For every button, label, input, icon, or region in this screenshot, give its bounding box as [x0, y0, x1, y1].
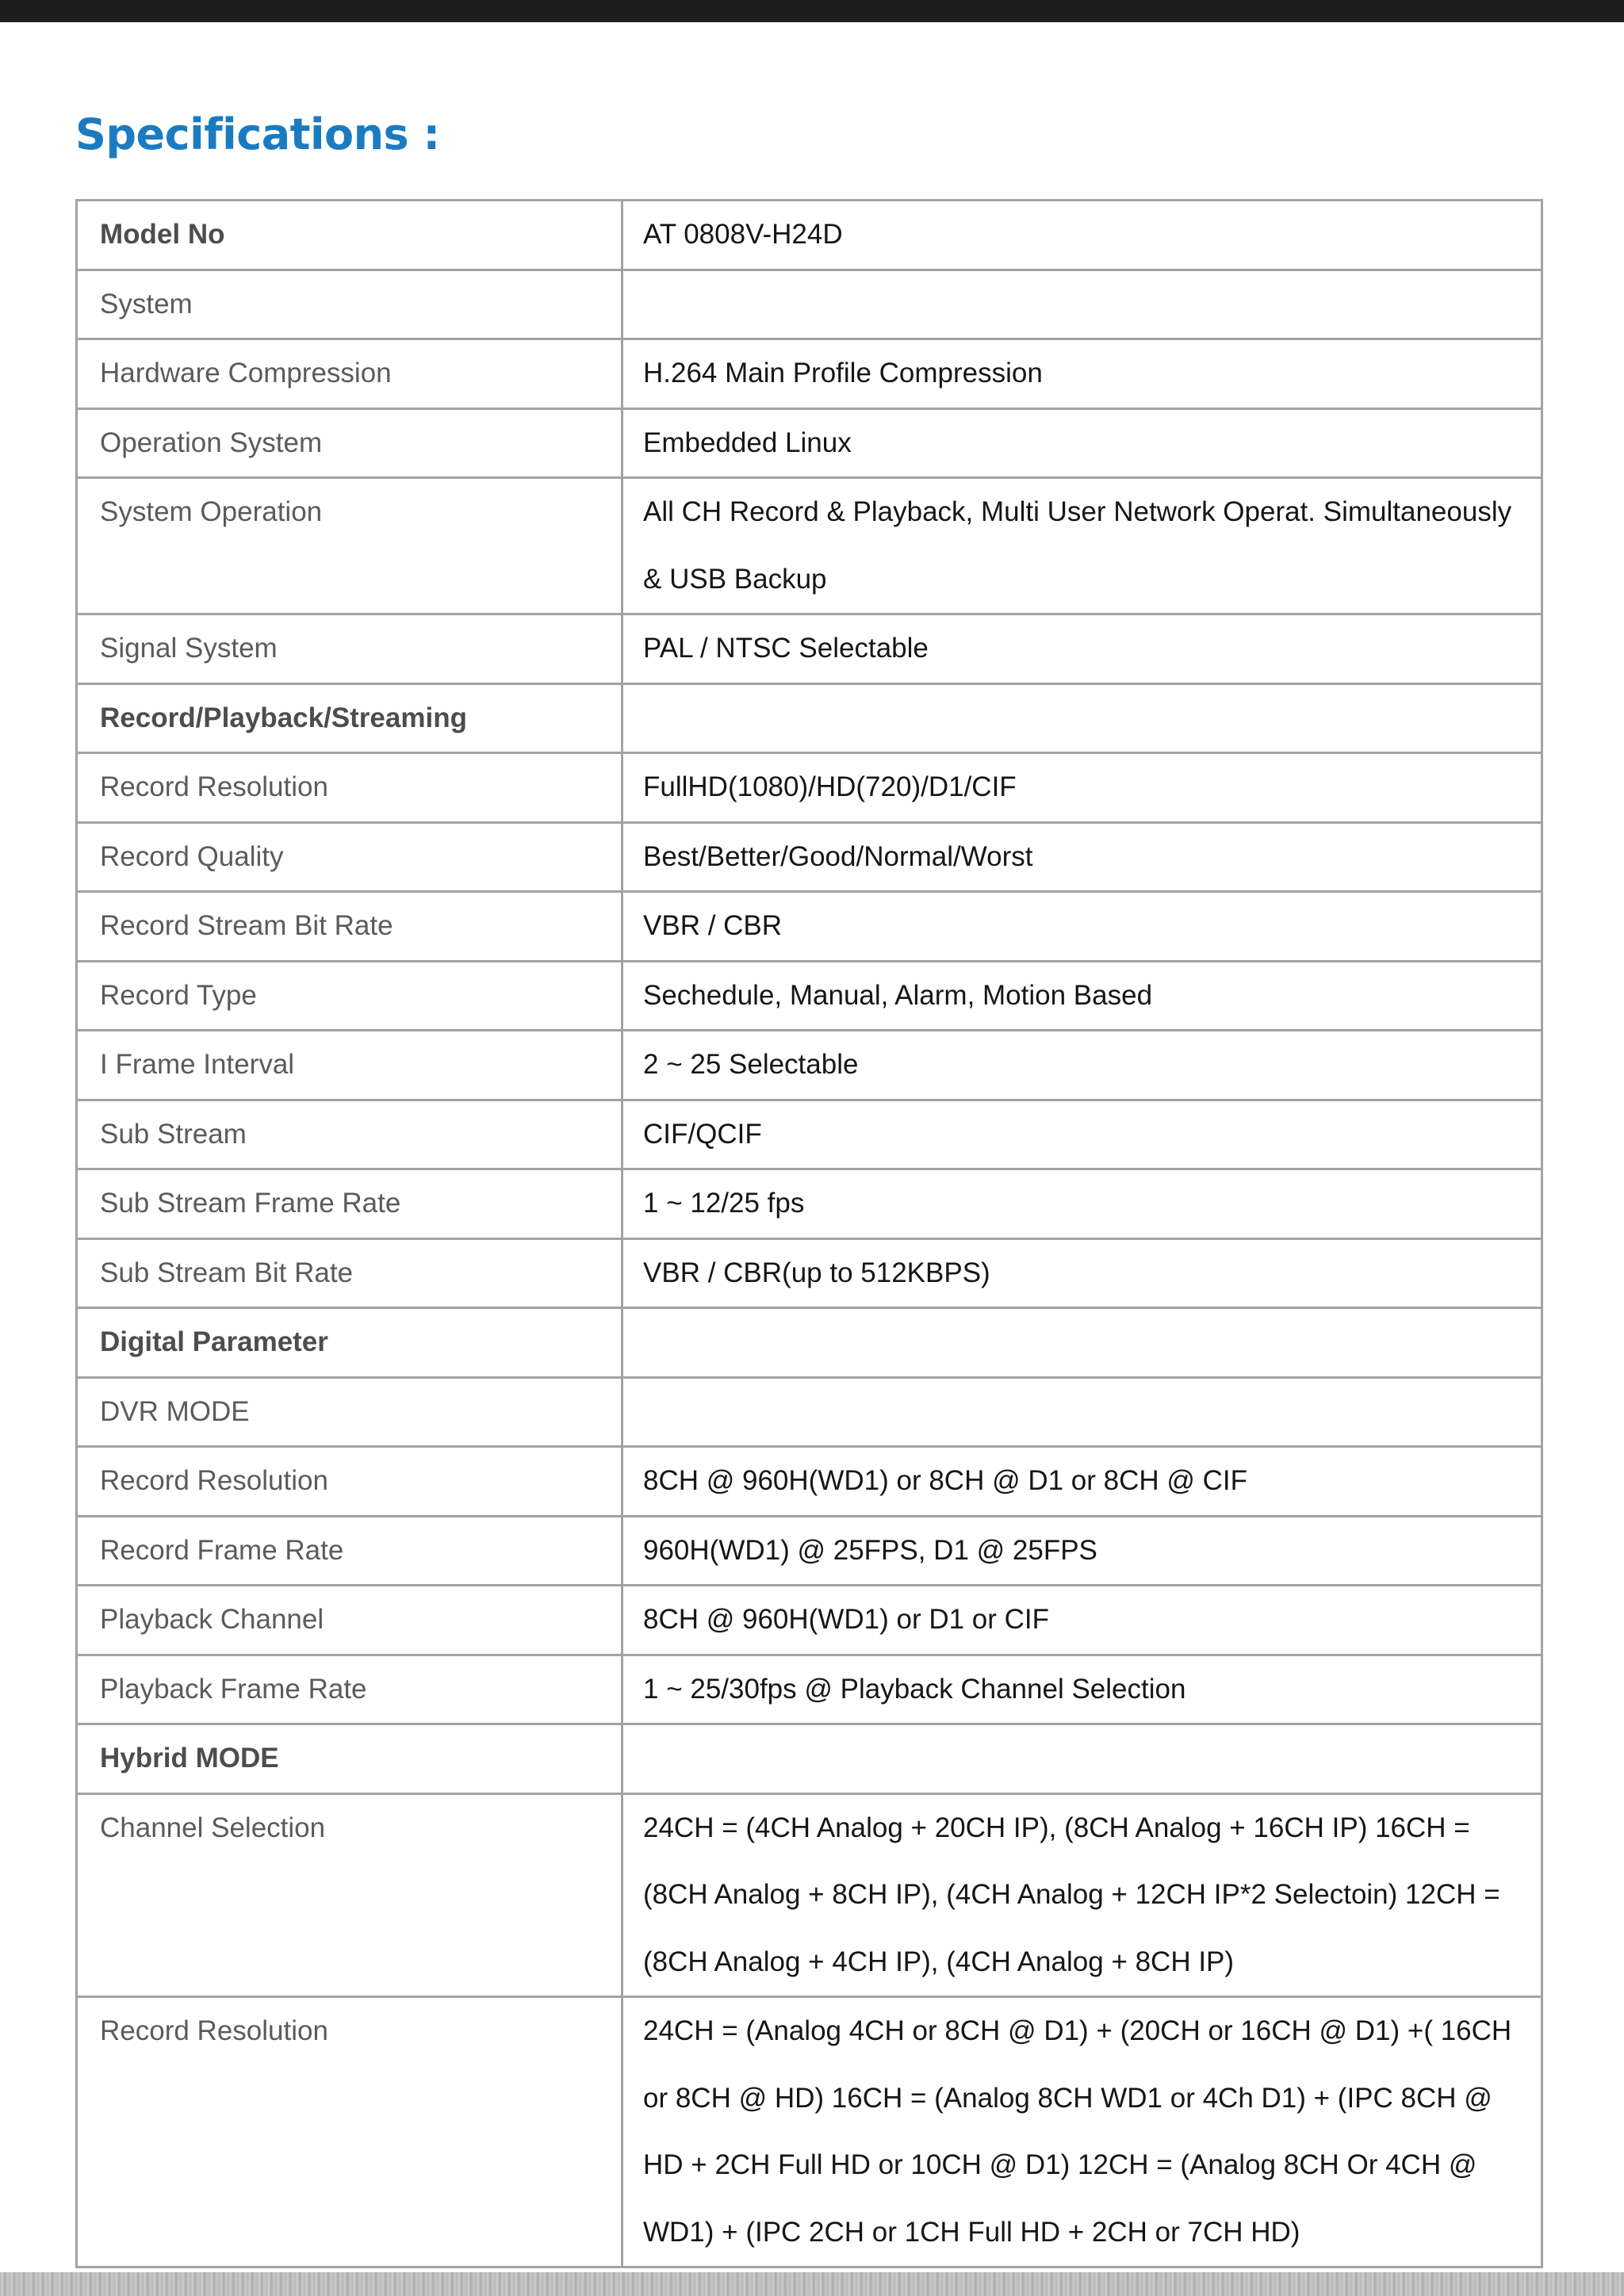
- spec-value: [622, 270, 1542, 339]
- section-row: [77, 1724, 1542, 1794]
- spec-label: Operation System: [77, 408, 622, 478]
- table-row: [77, 339, 1542, 409]
- spec-value: 1 ~ 25/30fps @ Playback Channel Selection: [622, 1655, 1542, 1724]
- section-row: [77, 1308, 1542, 1378]
- spec-label: Playback Channel: [77, 1586, 622, 1655]
- spec-value: 2 ~ 25 Selectable: [622, 1031, 1542, 1100]
- spec-value: PAL / NTSC Selectable: [622, 614, 1542, 684]
- table-row: [77, 1377, 1542, 1447]
- spec-value: 8CH @ 960H(WD1) or D1 or CIF: [622, 1586, 1542, 1655]
- table-row: [77, 614, 1542, 684]
- top-bar: [0, 0, 1624, 22]
- section-row: [77, 201, 1542, 270]
- spec-value: Best/Better/Good/Normal/Worst: [622, 822, 1542, 892]
- spec-label: Record Type: [77, 961, 622, 1031]
- table-row: [77, 1238, 1542, 1308]
- table-row: [77, 1031, 1542, 1100]
- spec-value: 8CH @ 960H(WD1) or 8CH @ D1 or 8CH @ CIF: [622, 1447, 1542, 1517]
- bottom-bar: [0, 2272, 1624, 2296]
- spec-label: Record Resolution: [77, 1997, 622, 2267]
- spec-value: CIF/QCIF: [622, 1100, 1542, 1169]
- table-row: [77, 1516, 1542, 1586]
- table-row: [77, 1586, 1542, 1655]
- table-row: [77, 270, 1542, 339]
- spec-label: Sub Stream: [77, 1100, 622, 1169]
- spec-value: FullHD(1080)/HD(720)/D1/CIF: [622, 753, 1542, 823]
- spec-value: [622, 1377, 1542, 1447]
- spec-value: VBR / CBR: [622, 892, 1542, 962]
- spec-value: [622, 683, 1542, 753]
- spec-label: Model No: [77, 201, 622, 270]
- spec-value: AT 0808V-H24D: [622, 201, 1542, 270]
- spec-label: Sub Stream Frame Rate: [77, 1169, 622, 1239]
- spec-label: Record Frame Rate: [77, 1516, 622, 1586]
- table-row: [77, 1447, 1542, 1517]
- spec-label: I Frame Interval: [77, 1031, 622, 1100]
- table-row: [77, 408, 1542, 478]
- specifications-table: [75, 199, 1543, 2268]
- spec-label: Signal System: [77, 614, 622, 684]
- table-row: [77, 478, 1542, 614]
- spec-label: System: [77, 270, 622, 339]
- spec-label: Record Quality: [77, 822, 622, 892]
- spec-label: Record Resolution: [77, 753, 622, 823]
- spec-label: DVR MODE: [77, 1377, 622, 1447]
- table-row: [77, 822, 1542, 892]
- table-row: [77, 1997, 1542, 2267]
- spec-value: Sechedule, Manual, Alarm, Motion Based: [622, 961, 1542, 1031]
- table-row: [77, 961, 1542, 1031]
- spec-label: System Operation: [77, 478, 622, 614]
- spec-value: 1 ~ 12/25 fps: [622, 1169, 1542, 1239]
- spec-label: Sub Stream Bit Rate: [77, 1238, 622, 1308]
- spec-label: Channel Selection: [77, 1793, 622, 1997]
- specifications-table-body: [77, 201, 1542, 2267]
- spec-value: 24CH = (Analog 4CH or 8CH @ D1) + (20CH or 16CH @ D1) +( 16CH or 8CH @ HD) 16CH = (Analog 8CH WD1 or 4Ch D1) + (IPC 8CH @ HD + 2CH Full HD or 10CH @ D1) 12CH = (Analog 8CH Or 4CH @ WD1) + (IPC 2CH or 1CH Full HD + 2CH or 7CH HD): [622, 1997, 1542, 2267]
- spec-value: [622, 1724, 1542, 1794]
- spec-label: Record/Playback/Streaming: [77, 683, 622, 753]
- spec-value: H.264 Main Profile Compression: [622, 339, 1542, 409]
- spec-label: Record Resolution: [77, 1447, 622, 1517]
- spec-value: Embedded Linux: [622, 408, 1542, 478]
- page-title: Specifications :: [75, 109, 440, 159]
- table-row: [77, 1169, 1542, 1239]
- spec-value: [622, 1308, 1542, 1378]
- table-row: [77, 892, 1542, 962]
- spec-value: All CH Record & Playback, Multi User Network Operat. Simultaneously & USB Backup: [622, 478, 1542, 614]
- table-row: [77, 1655, 1542, 1724]
- spec-label: Record Stream Bit Rate: [77, 892, 622, 962]
- spec-label: Digital Parameter: [77, 1308, 622, 1378]
- spec-label: Hardware Compression: [77, 339, 622, 409]
- spec-label: Playback Frame Rate: [77, 1655, 622, 1724]
- section-row: [77, 683, 1542, 753]
- spec-value: VBR / CBR(up to 512KBPS): [622, 1238, 1542, 1308]
- table-row: [77, 1100, 1542, 1169]
- table-row: [77, 753, 1542, 823]
- table-row: [77, 1793, 1542, 1997]
- spec-value: 960H(WD1) @ 25FPS, D1 @ 25FPS: [622, 1516, 1542, 1586]
- spec-label: Hybrid MODE: [77, 1724, 622, 1794]
- spec-value: 24CH = (4CH Analog + 20CH IP), (8CH Analog + 16CH IP) 16CH = (8CH Analog + 8CH IP), (4CH Analog + 12CH IP*2 Selectoin) 12CH = (8CH Analog + 4CH IP), (4CH Analog + 8CH IP): [622, 1793, 1542, 1997]
